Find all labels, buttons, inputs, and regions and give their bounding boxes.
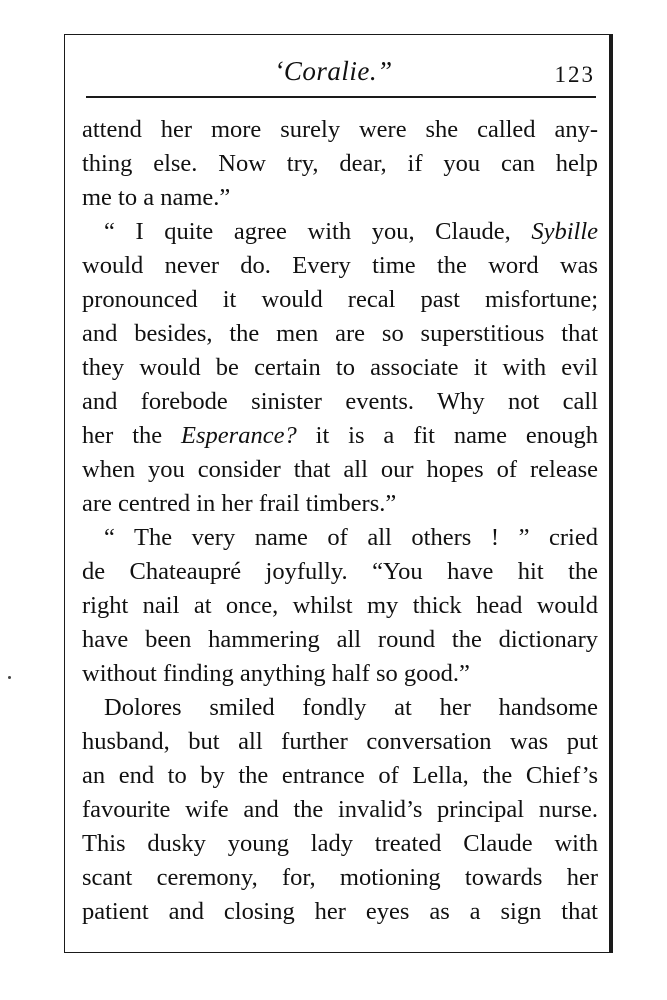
text-line: attend her more surely were she called any- <box>82 116 598 143</box>
text-line: pronounced it would recal past misfortune; <box>82 286 598 313</box>
running-head <box>0 50 667 90</box>
text-line: “ The very name of all others ! ” cried <box>104 524 598 551</box>
text-line: Dolores smiled fondly at her handsome <box>104 694 598 721</box>
text-line: scant ceremony, for, motioning towards her <box>82 864 598 891</box>
text-line: right nail at once, whilst my thick head would <box>82 592 598 619</box>
text-line: are centred in her frail timbers.” <box>82 490 397 517</box>
margin-speck <box>8 676 11 679</box>
text-line: This dusky young lady treated Claude with <box>82 830 598 857</box>
text-line: thing else. Now try, dear, if you can help <box>82 150 598 177</box>
text-line: an end to by the entrance of Lella, the Chief’s <box>82 762 598 789</box>
text-line: her the Esperance? it is a fit name enough <box>82 422 598 449</box>
text-line: de Chateaupré joyfully. “You have hit the <box>82 558 598 585</box>
text-line: without finding anything half so good.” <box>82 660 470 687</box>
header-rule <box>86 96 596 98</box>
text-line: me to a name.” <box>82 184 231 211</box>
text-line: and besides, the men are so superstitious that <box>82 320 598 347</box>
text-line: and forebode sinister events. Why not call <box>82 388 598 415</box>
text-line: have been hammering all round the dictionary <box>82 626 598 653</box>
text-line: patient and closing her eyes as a sign that <box>82 898 598 925</box>
text-line: husband, but all further conversation was put <box>82 728 598 755</box>
text-line: would never do. Every time the word was <box>82 252 598 279</box>
italic-name: Sybille <box>531 218 598 245</box>
page-number: 123 <box>554 62 595 87</box>
running-title: ‘Coralie.” <box>274 56 393 86</box>
text-line: favourite wife and the invalid’s principal nurse. <box>82 796 598 823</box>
page-border-right-edge <box>609 34 612 953</box>
text-line: they would be certain to associate it with evil <box>82 354 598 381</box>
text-line: when you consider that all our hopes of release <box>82 456 598 483</box>
italic-name: Esperance? <box>181 422 297 449</box>
body-text <box>82 113 598 929</box>
text-line: “ I quite agree with you, Claude, Sybille <box>104 218 598 245</box>
